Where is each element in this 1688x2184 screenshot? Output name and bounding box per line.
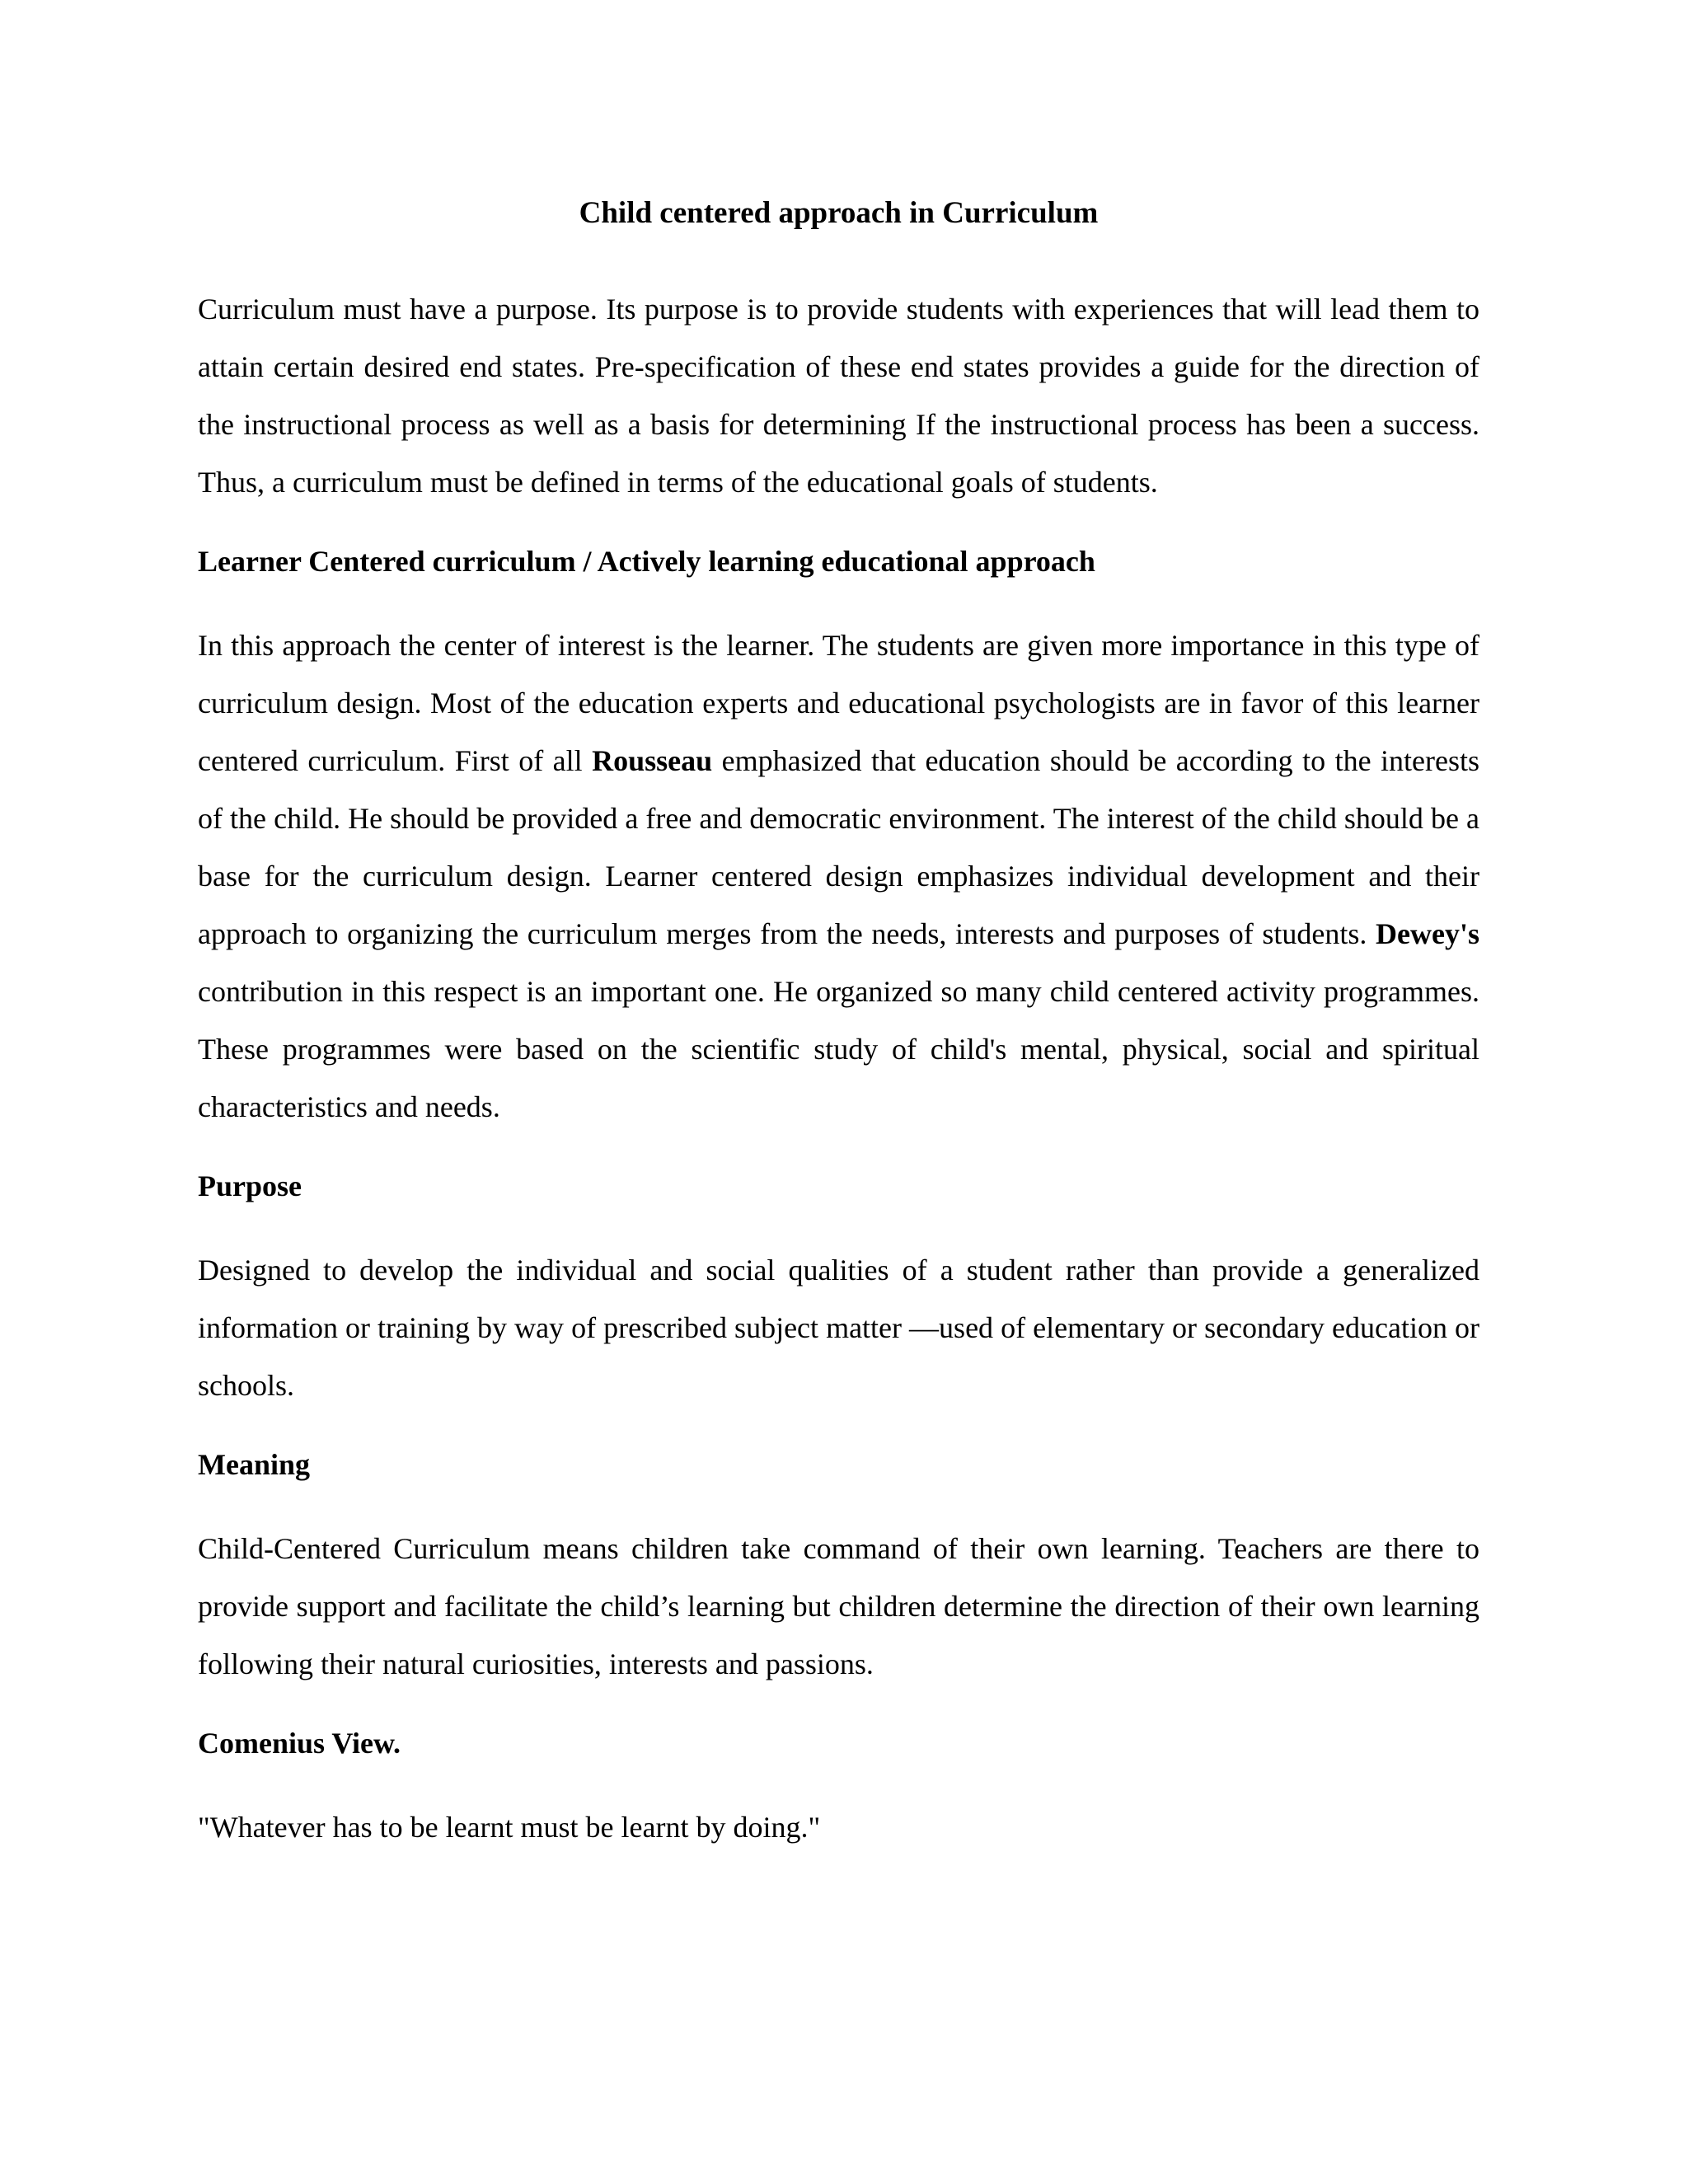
document-title: Child centered approach in Curriculum <box>579 196 1099 230</box>
paragraph-text-part1: In this approach the center of interest is the learner. The students are given more importance in this type of curriculum design. Most of the education experts and educational psychologists are in favor of this learner centered curriculum. First of all <box>198 629 1479 777</box>
rousseau-name: Rousseau <box>592 744 713 777</box>
paragraph-text-part2: emphasized that education should be according to the interests of the child. He should be provided a free and democratic environment. The interest of the child should be a base for the curriculum design. Learner centered design emphasizes individual development and their approach to organizing the curriculum merges from the needs, interests and purposes of students. <box>198 744 1479 950</box>
meaning-heading: Meaning <box>198 1448 311 1481</box>
dewey-name: Dewey's <box>1376 917 1479 950</box>
meaning-paragraph: Child-Centered Curriculum means children take command of their own learning. Teachers are there to provide support and facilitate the child’s learning but children determine the direction of their own learning following their natural curiosities, interests and passions. <box>198 1532 1479 1680</box>
comenius-heading: Comenius View. <box>198 1727 401 1760</box>
learner-centered-paragraph <box>198 616 1479 1136</box>
learner-centered-heading: Learner Centered curriculum / Actively learning educational approach <box>198 545 1095 578</box>
comenius-quote: "Whatever has to be learnt must be learnt by doing." <box>198 1811 821 1844</box>
document-page <box>198 188 1479 1856</box>
purpose-heading: Purpose <box>198 1169 302 1202</box>
paragraph-text-part3: contribution in this respect is an important one. He organized so many child centered activity programmes. These programmes were based on the scientific study of child's mental, physical, social and spiritual characteristics and needs. <box>198 975 1479 1123</box>
purpose-paragraph: Designed to develop the individual and social qualities of a student rather than provide a generalized information or training by way of prescribed subject matter —used of elementary or secondary education or schools. <box>198 1254 1479 1402</box>
intro-paragraph: Curriculum must have a purpose. Its purpose is to provide students with experiences that will lead them to attain certain desired end states. Pre-specification of these end states provides a guide for the direction of the instructional process as well as a basis for determining If the instructional process has been a success. Thus, a curriculum must be defined in terms of the educational goals of students. <box>198 293 1479 499</box>
